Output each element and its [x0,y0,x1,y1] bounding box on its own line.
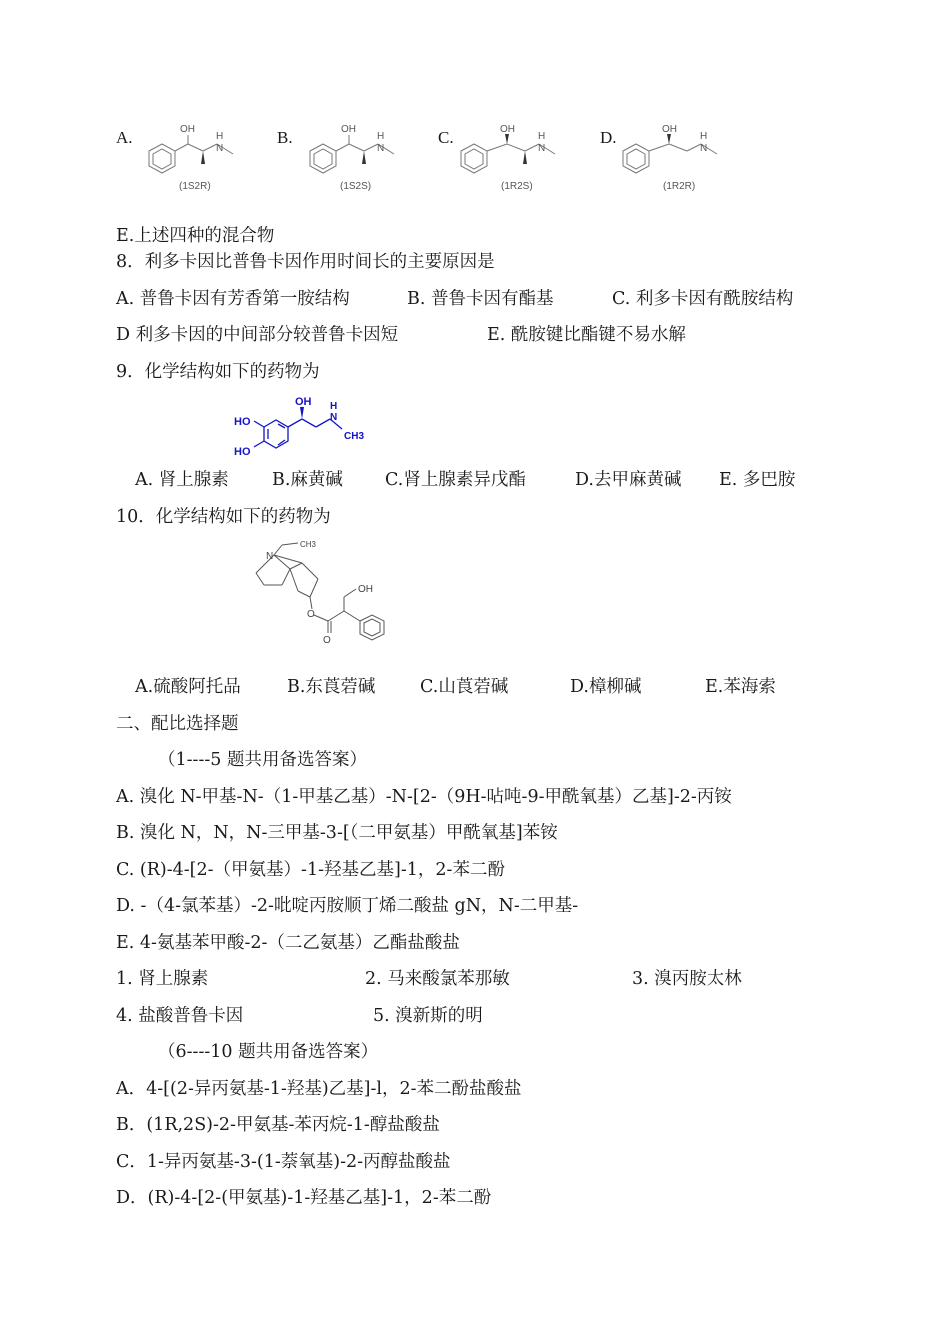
group2-answer-c: C．1-异丙氨基-3-(1-萘氧基)-2-丙醇盐酸盐 [116,1152,451,1172]
q7c-oh: OH [500,124,515,135]
group2-answer-a: A．4-[(2-异丙氨基-1-羟基)乙基]-l，2-苯二酚盐酸盐 [116,1079,522,1099]
q7-config-c: (1R2S) [501,181,533,192]
group1-answer-d: D. -（4-氯苯基）-2-吡啶丙胺顺丁烯二酸盐 gN，N-二甲基- [116,896,579,916]
q9-option-e: E. 多巴胺 [719,470,796,490]
q10-question: 10．化学结构如下的药物为 [116,507,331,527]
q7-option-a-label: A. [116,128,133,147]
q7-structure-b [296,118,416,202]
q9-ho-1: HO [234,416,251,428]
q9-option-d: D.去甲麻黄碱 [575,470,682,490]
group1-item-1: 1. 肾上腺素 [116,969,209,989]
section2-title: 二、配比选择题 [116,714,239,734]
q7a-h: H [216,131,224,142]
q7b-oh: OH [341,124,356,135]
q7b-n: N [377,143,385,154]
q10-option-d: D.樟柳碱 [570,677,642,697]
group1-answer-b: B. 溴化 N，N，N-三甲基-3-[（二甲氨基）甲酰氧基]苯铵 [116,823,558,843]
q7d-n: N [700,143,708,154]
q8-option-a: A. 普鲁卡因有芳香第一胺结构 [116,289,350,309]
q9-oh: OH [295,396,312,408]
group2-header: （6----10 题共用备选答案） [158,1042,379,1062]
q7c-h: H [538,131,546,142]
q7-structure-c [457,118,577,202]
q9-ho-2: HO [234,446,251,458]
q9-question: 9．化学结构如下的药物为 [116,362,320,382]
q7d-h: H [700,131,708,142]
group1-item-4: 4. 盐酸普鲁卡因 [116,1006,244,1026]
q8-option-c: C. 利多卡因有酰胺结构 [612,289,794,309]
q7-option-d-label: D. [600,128,617,147]
q10-option-b: B.东莨菪碱 [287,677,376,697]
q9-option-c: C.肾上腺素异戊酯 [385,470,526,490]
q7-config-a: (1S2R) [179,181,211,192]
q7-option-c-label: C. [438,128,454,147]
q8-question: 8．利多卡因比普鲁卡因作用时间长的主要原因是 [116,252,495,272]
q9-h: H [330,401,338,412]
group1-answer-c: C. (R)-4-[2-（甲氨基）-1-羟基乙基]-1，2-苯二酚 [116,860,505,880]
q10-option-a: A.硫酸阿托品 [135,677,241,697]
q9-structure-adrenaline [228,393,378,469]
group1-item-2: 2. 马来酸氯苯那敏 [365,969,510,989]
q7d-oh: OH [662,124,677,135]
q8-option-d: D 利多卡因的中间部分较普鲁卡因短 [116,325,399,345]
q7-structure-a [135,118,255,202]
group1-answer-a: A. 溴化 N-甲基-N-（1-甲基乙基）-N-[2-（9H-呫吨-9-甲酰氧基）乙基]-2-丙铵 [116,787,732,807]
q7-config-b: (1S2S) [340,181,372,192]
group1-item-3: 3. 溴丙胺太林 [632,969,742,989]
q10-ch3: CH3 [300,540,317,549]
q10-o-carbonyl: O [323,635,331,646]
q7-config-d: (1R2R) [663,181,696,192]
q7-structure-d [619,118,739,202]
q7a-n: N [216,143,224,154]
q10-structure-tropane-ester [246,537,416,653]
group1-header: （1----5 题共用备选答案） [158,750,367,770]
q9-ch3: CH3 [344,431,365,442]
q7-option-e: E.上述四种的混合物 [116,226,275,246]
q8-option-b: B. 普鲁卡因有酯基 [407,289,554,309]
q10-option-e: E.苯海索 [705,677,776,697]
q10-n: N [266,551,274,562]
group1-item-5: 5. 溴新斯的明 [373,1006,483,1026]
q7-option-b-label: B. [277,128,293,147]
group2-answer-d: D．(R)-4-[2-(甲氨基)-1-羟基乙基]-1，2-苯二酚 [116,1188,492,1208]
q8-option-e: E. 酰胺键比酯键不易水解 [487,325,686,345]
q10-o-ester: O [307,609,315,620]
q9-option-a: A. 肾上腺素 [135,470,229,490]
q10-option-c: C.山莨菪碱 [420,677,509,697]
q7a-oh: OH [180,124,195,135]
group2-answer-b: B．(1R,2S)-2-甲氨基-苯丙烷-1-醇盐酸盐 [116,1115,440,1135]
q10-oh: OH [358,584,373,595]
q7b-h: H [377,131,385,142]
group1-answer-e: E. 4-氨基苯甲酸-2-（二乙氨基）乙酯盐酸盐 [116,933,460,953]
q9-n: N [330,412,338,423]
q9-option-b: B.麻黄碱 [272,470,343,490]
q7c-n: N [538,143,546,154]
